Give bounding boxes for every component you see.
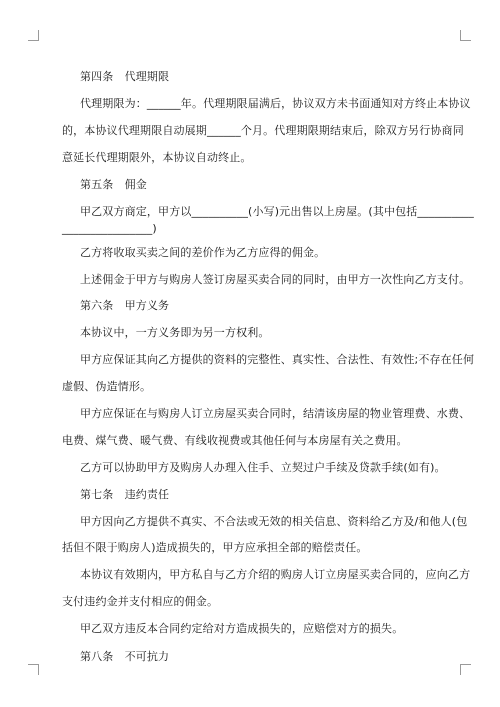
paragraph-line: 电费、煤气费、暖气费、有线收视费或其他任何与本房屋有关之费用。 <box>62 434 408 447</box>
paragraph-line: 甲乙双方违反本合同约定给对方造成损失的，应赔偿对方的损失。 <box>80 622 404 635</box>
article-7-heading: 第七条 违约责任 <box>80 488 170 501</box>
paragraph-line: 虚假、伪造情形。 <box>62 380 152 393</box>
article-6-heading: 第六条 甲方义务 <box>80 299 170 312</box>
paragraph-line: 代理期限为：______年。代理期限届满后，协议双方未书面通知对方终止本协议 <box>80 97 471 110</box>
article-8-heading: 第八条 不可抗力 <box>80 650 170 663</box>
paragraph-line: 本协议中，一方义务即为另一方权利。 <box>80 326 270 339</box>
paragraph-line: 乙方可以协助甲方及购房人办理入住手、立契过户手续及贷款手续(如有)。 <box>80 461 446 474</box>
paragraph-line: 括但不限于购房人)造成损失的，甲方应承担全部的赔偿责任。 <box>62 541 368 554</box>
paragraph-line: 意延长代理期限外，本协议自动终止。 <box>62 151 252 164</box>
paragraph-line: 甲方因向乙方提供不真实、不合法或无效的相关信息、资料给乙方及/和他人(包 <box>80 515 468 528</box>
paragraph-line: 上述佣金于甲方与购房人签订房屋买卖合同的同时，由甲方一次性向乙方支付。 <box>80 273 471 286</box>
paragraph-line: 的，本协议代理期限自动展期______个月。代理期限期结束后，除双方另行协商同 <box>62 124 464 137</box>
paragraph-line: 乙方将收取买卖之间的差价作为乙方应得的佣金。 <box>80 246 326 259</box>
paragraph-line: 支付违约金并支付相应的佣金。 <box>62 595 219 608</box>
crop-mark-bottom-left <box>28 664 39 675</box>
crop-mark-top-left <box>28 30 39 41</box>
paragraph-line: 本协议有效期内，甲方私自与乙方介绍的购房人订立房屋买卖合同的，应向乙方 <box>80 568 471 581</box>
paragraph-line: ________________) <box>62 222 157 235</box>
crop-mark-bottom-right <box>460 664 471 675</box>
paragraph-line: 甲方应保证在与购房人订立房屋买卖合同时，结清该房屋的物业管理费、水费、 <box>80 407 471 420</box>
article-5-heading: 第五条 佣金 <box>80 178 147 191</box>
paragraph-line: 甲方应保证其向乙方提供的资料的完整性、真实性、合法性、有效性;不存在任何 <box>80 353 475 366</box>
crop-mark-top-right <box>460 30 471 41</box>
article-4-heading: 第四条 代理期限 <box>80 70 170 83</box>
paragraph-line: 甲乙双方商定，甲方以__________(小写)元出售以上房屋。(其中包括__________ <box>80 205 474 218</box>
